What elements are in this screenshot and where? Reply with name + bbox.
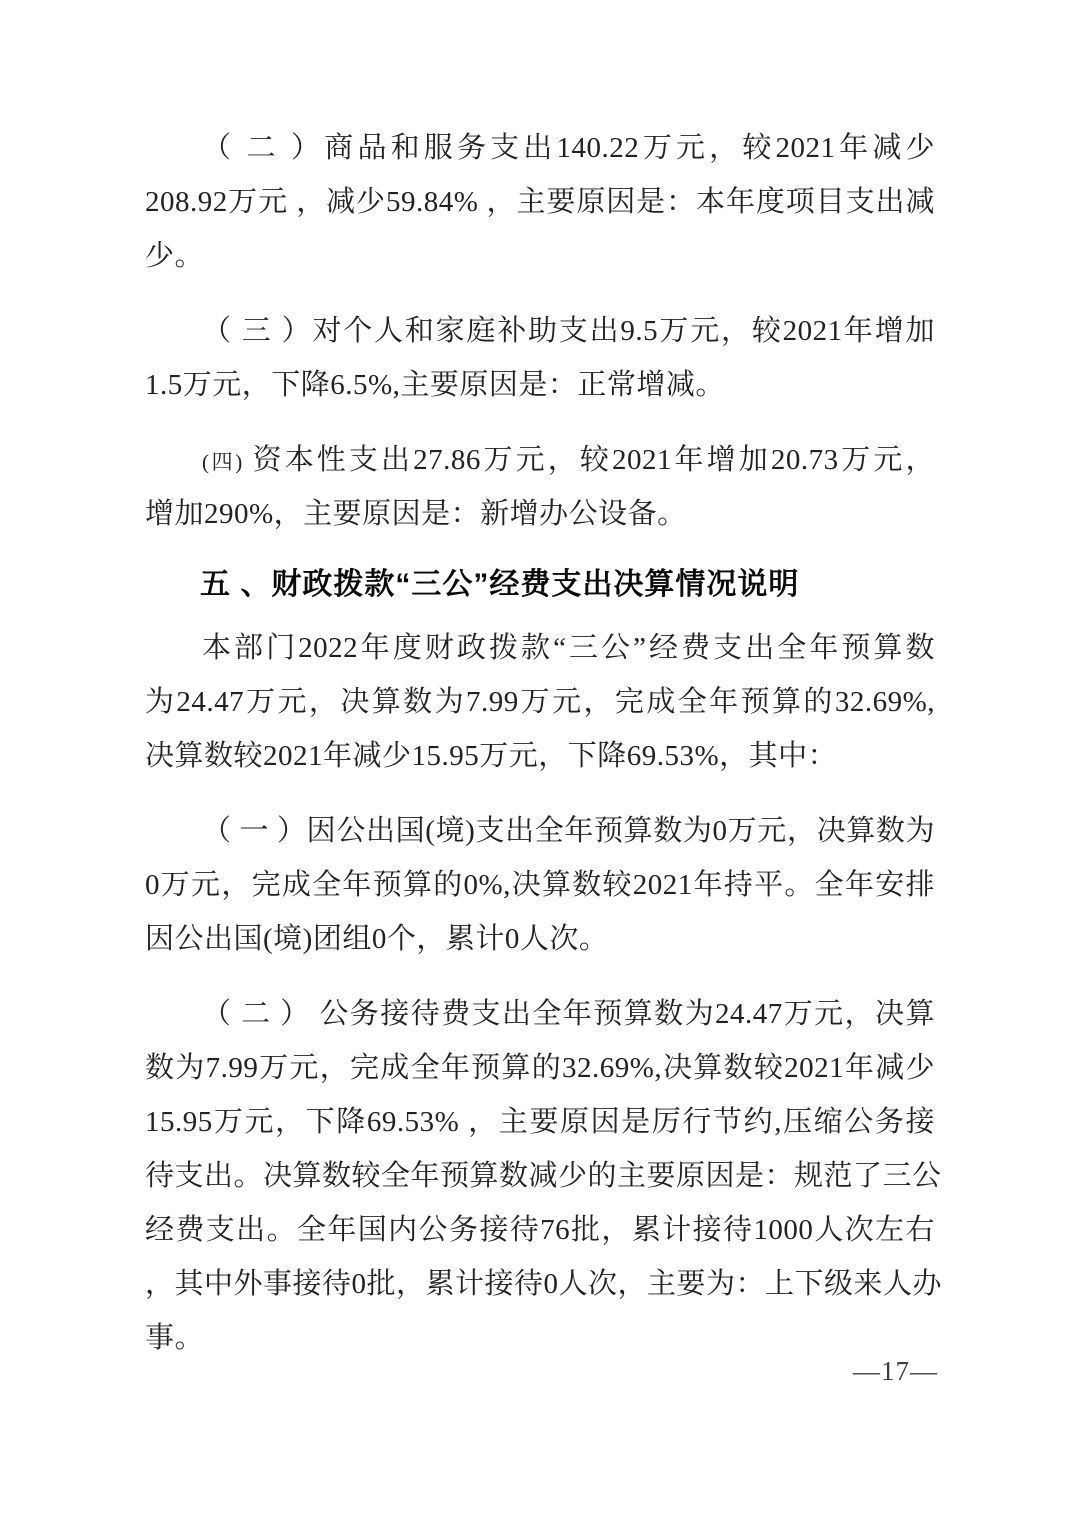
text-line: 为24.47万元，决算数为7.99万元，完成全年预算的32.69%, xyxy=(145,686,935,718)
text-line: 15.95万元，下降69.53% ，主要原因是厉行节约,压缩公务接 xyxy=(145,1106,935,1138)
paragraph-official-reception xyxy=(145,987,943,1365)
text-line: 少。 xyxy=(145,240,205,272)
text-line: （ 三 ）对个人和家庭补助支出9.5万元，较2021年增加 xyxy=(202,315,935,347)
document-body xyxy=(145,121,943,1365)
text-line: 待支出。决算数较全年预算数减少的主要原因是：规范了三公 xyxy=(145,1160,942,1192)
item-number-small: (四) xyxy=(202,450,243,474)
text-line: 1.5万元，下降6.5%,主要原因是：正常增减。 xyxy=(145,369,725,401)
paragraph-three-public-summary xyxy=(145,621,935,783)
text-line: 经费支出。全年国内公务接待76批，累计接待1000人次左右 xyxy=(145,1214,935,1246)
text-line: 数为7.99万元，完成全年预算的32.69%,决算数较2021年减少 xyxy=(145,1052,935,1084)
section-heading-three-public-funds: 五 、财政拨款“三公”经费支出决算情况说明 xyxy=(200,568,800,601)
text-line: 因公出国(境)团组0个，累计0人次。 xyxy=(145,923,609,955)
text-line: ，其中外事接待0批，累计接待0人次，主要为：上下级来人办 xyxy=(145,1268,943,1300)
paragraph-capital-expense xyxy=(145,433,935,541)
text-line: 本部门2022年度财政拨款“三公”经费支出全年预算数 xyxy=(202,632,935,664)
text-line: 事。 xyxy=(145,1322,205,1354)
text-line: 决算数较2021年减少15.95万元，下降69.53%，其中： xyxy=(145,740,838,772)
paragraph-individual-family-subsidy xyxy=(145,304,935,412)
text-segment: 资本性支出27.86万元，较2021年增加20.73万元， xyxy=(242,444,935,476)
text-line: 208.92万元 ，减少59.84% ，主要原因是：本年度项目支出减 xyxy=(145,186,935,218)
paragraph-goods-services-expense xyxy=(145,121,935,283)
text-line: （ 二 ） 公务接待费支出全年预算数为24.47万元，决算 xyxy=(202,998,935,1030)
text-line: （ 二 ）商品和服务支出140.22万元，较2021年减少 xyxy=(202,132,935,164)
text-line xyxy=(145,433,935,487)
page-number: —17— xyxy=(853,1356,938,1386)
text-line: 0万元，完成全年预算的0%,决算数较2021年持平。全年安排 xyxy=(145,869,935,901)
text-line: 增加290%，主要原因是：新增办公设备。 xyxy=(145,498,687,530)
paragraph-overseas-travel xyxy=(145,804,935,966)
text-line: （ 一 ）因公出国(境)支出全年预算数为0万元，决算数为 xyxy=(202,815,935,847)
